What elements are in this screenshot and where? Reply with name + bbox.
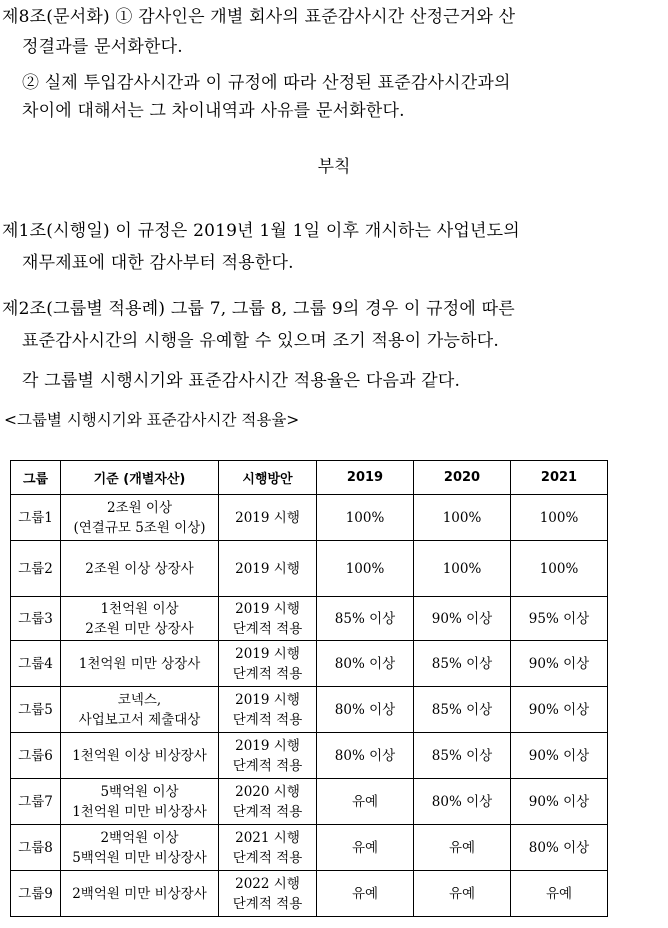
plan-cell-line: 단계적 적용 — [232, 803, 303, 820]
plan-cell — [219, 871, 317, 917]
table-row — [11, 871, 608, 917]
rate-2019-cell: 유예 — [317, 779, 414, 825]
rate-2021-cell: 80% 이상 — [511, 825, 608, 871]
rate-2019-cell: 80% 이상 — [317, 641, 414, 687]
group-cell: 그룹8 — [11, 825, 61, 871]
article-8-line-2: 정결과를 문서화한다. — [22, 37, 183, 57]
plan-cell — [219, 541, 317, 597]
criteria-cell-line: (연결규모 5조원 이상) — [73, 519, 206, 536]
criteria-cell — [61, 541, 219, 597]
criteria-cell — [61, 641, 219, 687]
plan-cell-line: 단계적 적용 — [232, 895, 303, 912]
rate-2019-cell: 유예 — [317, 825, 414, 871]
criteria-cell-line: 5백억원 미만 비상장사 — [72, 849, 207, 866]
plan-cell-line: 2019 시행 — [235, 645, 300, 662]
rate-2019-cell: 85% 이상 — [317, 597, 414, 641]
rate-2020-cell: 유예 — [414, 871, 511, 917]
plan-cell-line: 단계적 적용 — [232, 757, 303, 774]
table-row — [11, 687, 608, 733]
plan-cell-line: 2021 시행 — [235, 829, 300, 846]
plan-cell-line: 2019 시행 — [235, 691, 300, 708]
criteria-cell-line: 2조원 이상 — [106, 499, 173, 516]
plan-cell-line: 단계적 적용 — [232, 849, 303, 866]
header-2020: 2020 — [414, 461, 511, 495]
criteria-cell — [61, 495, 219, 541]
article-2-line-2: 표준감사시간의 시행을 유예할 수 있으며 조기 적용이 가능하다. — [22, 331, 500, 351]
plan-cell — [219, 687, 317, 733]
rate-2019-cell: 80% 이상 — [317, 733, 414, 779]
header-2019: 2019 — [317, 461, 414, 495]
plan-cell-line: 2019 시행 — [235, 600, 300, 617]
article-1-line-2: 재무제표에 대한 감사부터 적용한다. — [22, 253, 294, 273]
group-cell: 그룹2 — [11, 541, 61, 597]
table-header-row — [11, 461, 608, 495]
rate-2020-cell: 100% — [414, 541, 511, 597]
table-caption: <그룹별 시행시기와 표준감사시간 적용율> — [4, 411, 300, 429]
criteria-cell-line: 2백억원 미만 비상장사 — [72, 885, 207, 902]
table-body — [11, 495, 608, 917]
rate-2021-cell: 90% 이상 — [511, 733, 608, 779]
criteria-cell-line: 1천억원 미만 비상장사 — [72, 803, 207, 820]
plan-cell-line: 단계적 적용 — [232, 620, 303, 637]
criteria-cell-line: 2백억원 이상 — [100, 829, 179, 846]
criteria-cell-line: 5백억원 이상 — [100, 783, 179, 800]
header-criteria: 기준 (개별자산) — [61, 461, 219, 495]
header-group: 그룹 — [11, 461, 61, 495]
rate-2021-cell: 100% — [511, 541, 608, 597]
rate-2019-cell: 80% 이상 — [317, 687, 414, 733]
article-8-line-4: 차이에 대해서는 그 차이내역과 사유를 문서화한다. — [22, 101, 405, 121]
rate-2020-cell: 85% 이상 — [414, 733, 511, 779]
table-row — [11, 495, 608, 541]
rate-2021-cell: 95% 이상 — [511, 597, 608, 641]
group-cell: 그룹5 — [11, 687, 61, 733]
table-row — [11, 825, 608, 871]
table-row — [11, 597, 608, 641]
criteria-cell — [61, 825, 219, 871]
article-8-line-3: ② 실제 투입감사시간과 이 규정에 따라 산정된 표준감사시간과의 — [22, 73, 511, 93]
criteria-cell-line: 1천억원 이상 — [100, 600, 179, 617]
supplementary-title: 부칙 — [317, 157, 351, 177]
table-row — [11, 641, 608, 687]
group-cell: 그룹1 — [11, 495, 61, 541]
article-8-line-1: 제8조(문서화) ① 감사인은 개별 회사의 표준감사시간 산정근거와 산 — [2, 7, 516, 27]
criteria-cell — [61, 871, 219, 917]
plan-cell — [219, 597, 317, 641]
group-cell: 그룹3 — [11, 597, 61, 641]
plan-cell-line: 2019 시행 — [235, 737, 300, 754]
plan-cell — [219, 779, 317, 825]
rate-2021-cell: 90% 이상 — [511, 779, 608, 825]
table-row — [11, 541, 608, 597]
rate-2020-cell: 90% 이상 — [414, 597, 511, 641]
plan-cell — [219, 733, 317, 779]
criteria-cell — [61, 687, 219, 733]
plan-cell-line: 2019 시행 — [235, 560, 300, 577]
rate-2020-cell: 85% 이상 — [414, 687, 511, 733]
group-cell: 그룹7 — [11, 779, 61, 825]
plan-cell — [219, 825, 317, 871]
plan-cell — [219, 495, 317, 541]
rate-2019-cell: 유예 — [317, 871, 414, 917]
group-cell: 그룹9 — [11, 871, 61, 917]
header-2021: 2021 — [511, 461, 608, 495]
plan-cell-line: 2022 시행 — [235, 875, 300, 892]
header-plan: 시행방안 — [219, 461, 317, 495]
implementation-table — [10, 460, 608, 917]
plan-cell — [219, 641, 317, 687]
article-2-line-1: 제2조(그룹별 적용례) 그룹 7, 그룹 8, 그룹 9의 경우 이 규정에 따른 — [2, 299, 515, 319]
rate-2019-cell: 100% — [317, 495, 414, 541]
rate-2021-cell: 90% 이상 — [511, 641, 608, 687]
table-row — [11, 733, 608, 779]
criteria-cell — [61, 733, 219, 779]
rate-2021-cell: 100% — [511, 495, 608, 541]
criteria-cell-line: 사업보고서 제출대상 — [78, 711, 201, 728]
plan-cell-line: 단계적 적용 — [232, 665, 303, 682]
rate-2020-cell: 80% 이상 — [414, 779, 511, 825]
article-2-line-3: 각 그룹별 시행시기와 표준감사시간 적용율은 다음과 같다. — [22, 371, 461, 391]
criteria-cell-line: 1천억원 미만 상장사 — [78, 655, 201, 672]
plan-cell-line: 2020 시행 — [235, 783, 300, 800]
criteria-cell-line: 1천억원 이상 비상장사 — [72, 747, 207, 764]
article-1-line-1: 제1조(시행일) 이 규정은 2019년 1월 1일 이후 개시하는 사업년도의 — [2, 221, 520, 241]
criteria-cell-line: 2조원 이상 상장사 — [85, 560, 194, 577]
criteria-cell — [61, 779, 219, 825]
criteria-cell — [61, 597, 219, 641]
criteria-cell-line: 코넥스, — [117, 691, 162, 708]
rate-2021-cell: 유예 — [511, 871, 608, 917]
group-cell: 그룹6 — [11, 733, 61, 779]
plan-cell-line: 단계적 적용 — [232, 711, 303, 728]
rate-2020-cell: 85% 이상 — [414, 641, 511, 687]
criteria-cell-line: 2조원 미만 상장사 — [85, 620, 194, 637]
rate-2021-cell: 90% 이상 — [511, 687, 608, 733]
rate-2019-cell: 100% — [317, 541, 414, 597]
group-cell: 그룹4 — [11, 641, 61, 687]
rate-2020-cell: 유예 — [414, 825, 511, 871]
table-row — [11, 779, 608, 825]
plan-cell-line: 2019 시행 — [235, 509, 300, 526]
rate-2020-cell: 100% — [414, 495, 511, 541]
